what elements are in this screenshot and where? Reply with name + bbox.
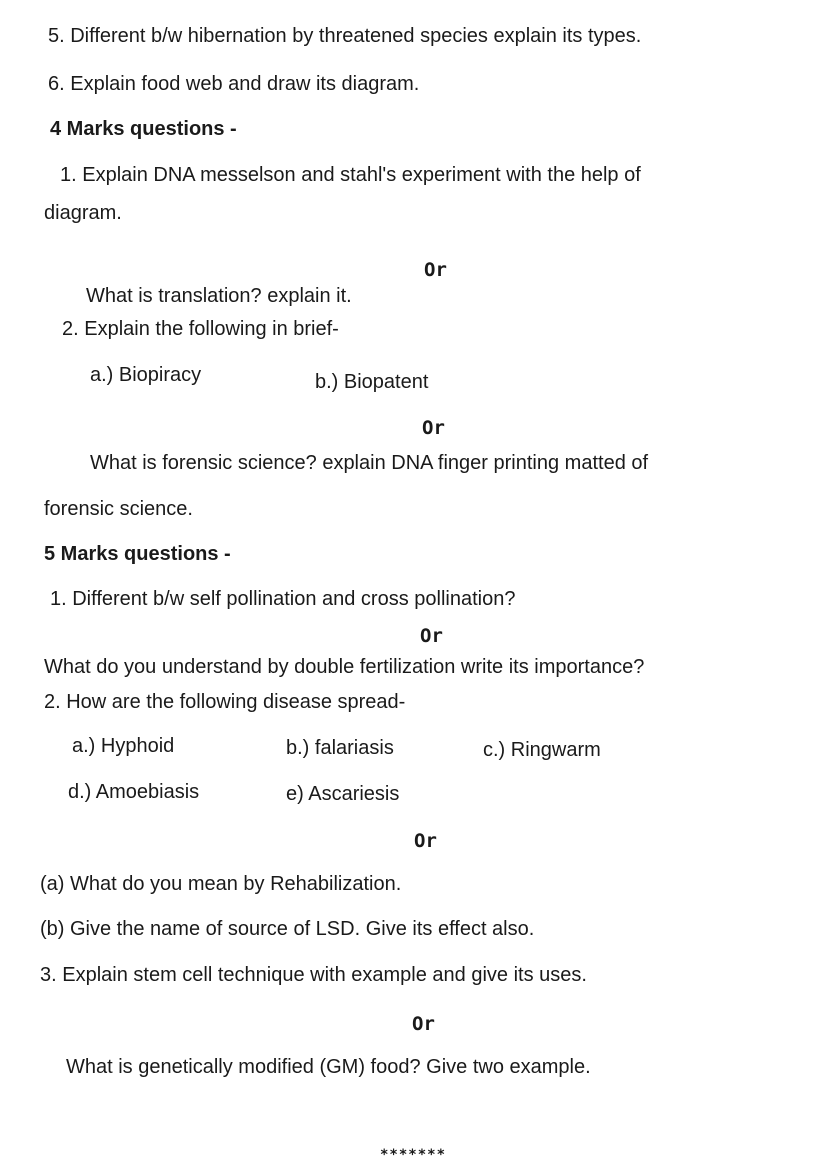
option-e-ascariesis: e) Ascariesis	[286, 783, 400, 805]
question-5m-3-alt-gm-food: What is genetically modified (GM) food? Give two example.	[66, 1056, 591, 1078]
question-5m-2-alt-a: (a) What do you mean by Rehabilization.	[40, 873, 402, 895]
or-separator: Or	[420, 625, 443, 647]
question-4m-2-alt-continued: forensic science.	[44, 498, 193, 520]
question-4m-1-alt-translation: What is translation? explain it.	[86, 285, 352, 307]
question-4m-1-continued: diagram.	[44, 202, 122, 224]
section-4-marks-heading: 4 Marks questions -	[50, 118, 237, 140]
option-b-falariasis: b.) falariasis	[286, 737, 394, 759]
or-separator: Or	[412, 1013, 435, 1035]
or-separator: Or	[424, 259, 447, 281]
question-5m-2-alt-b: (b) Give the name of source of LSD. Give its effect also.	[40, 918, 535, 940]
question-5-hibernation: 5. Different b/w hibernation by threatened species explain its types.	[48, 25, 642, 47]
option-d-amoebiasis: d.) Amoebiasis	[68, 781, 200, 803]
or-separator: Or	[422, 417, 445, 439]
question-4m-2-alt-forensic: What is forensic science? explain DNA finger printing matted of	[90, 452, 649, 474]
question-5m-1-pollination: 1. Different b/w self pollination and cross pollination?	[50, 588, 516, 610]
question-4m-2-brief: 2. Explain the following in brief-	[62, 318, 339, 340]
question-6-food-web: 6. Explain food web and draw its diagram.	[48, 73, 420, 95]
option-c-ringwarm: c.) Ringwarm	[483, 739, 601, 761]
question-5m-3-stem-cell: 3. Explain stem cell technique with example and give its uses.	[40, 964, 587, 986]
end-marker: *******	[380, 1147, 447, 1163]
option-b-biopatent: b.) Biopatent	[315, 371, 429, 393]
question-5m-2-disease: 2. How are the following disease spread-	[44, 691, 406, 713]
question-4m-1-dna: 1. Explain DNA messelson and stahl's experiment with the help of	[60, 164, 641, 186]
or-separator: Or	[414, 830, 437, 852]
option-a-hyphoid: a.) Hyphoid	[72, 735, 175, 757]
section-5-marks-heading: 5 Marks questions -	[44, 543, 231, 565]
question-5m-1-alt-fertilization: What do you understand by double fertilization write its importance?	[44, 656, 645, 678]
option-a-biopiracy: a.) Biopiracy	[90, 364, 202, 386]
